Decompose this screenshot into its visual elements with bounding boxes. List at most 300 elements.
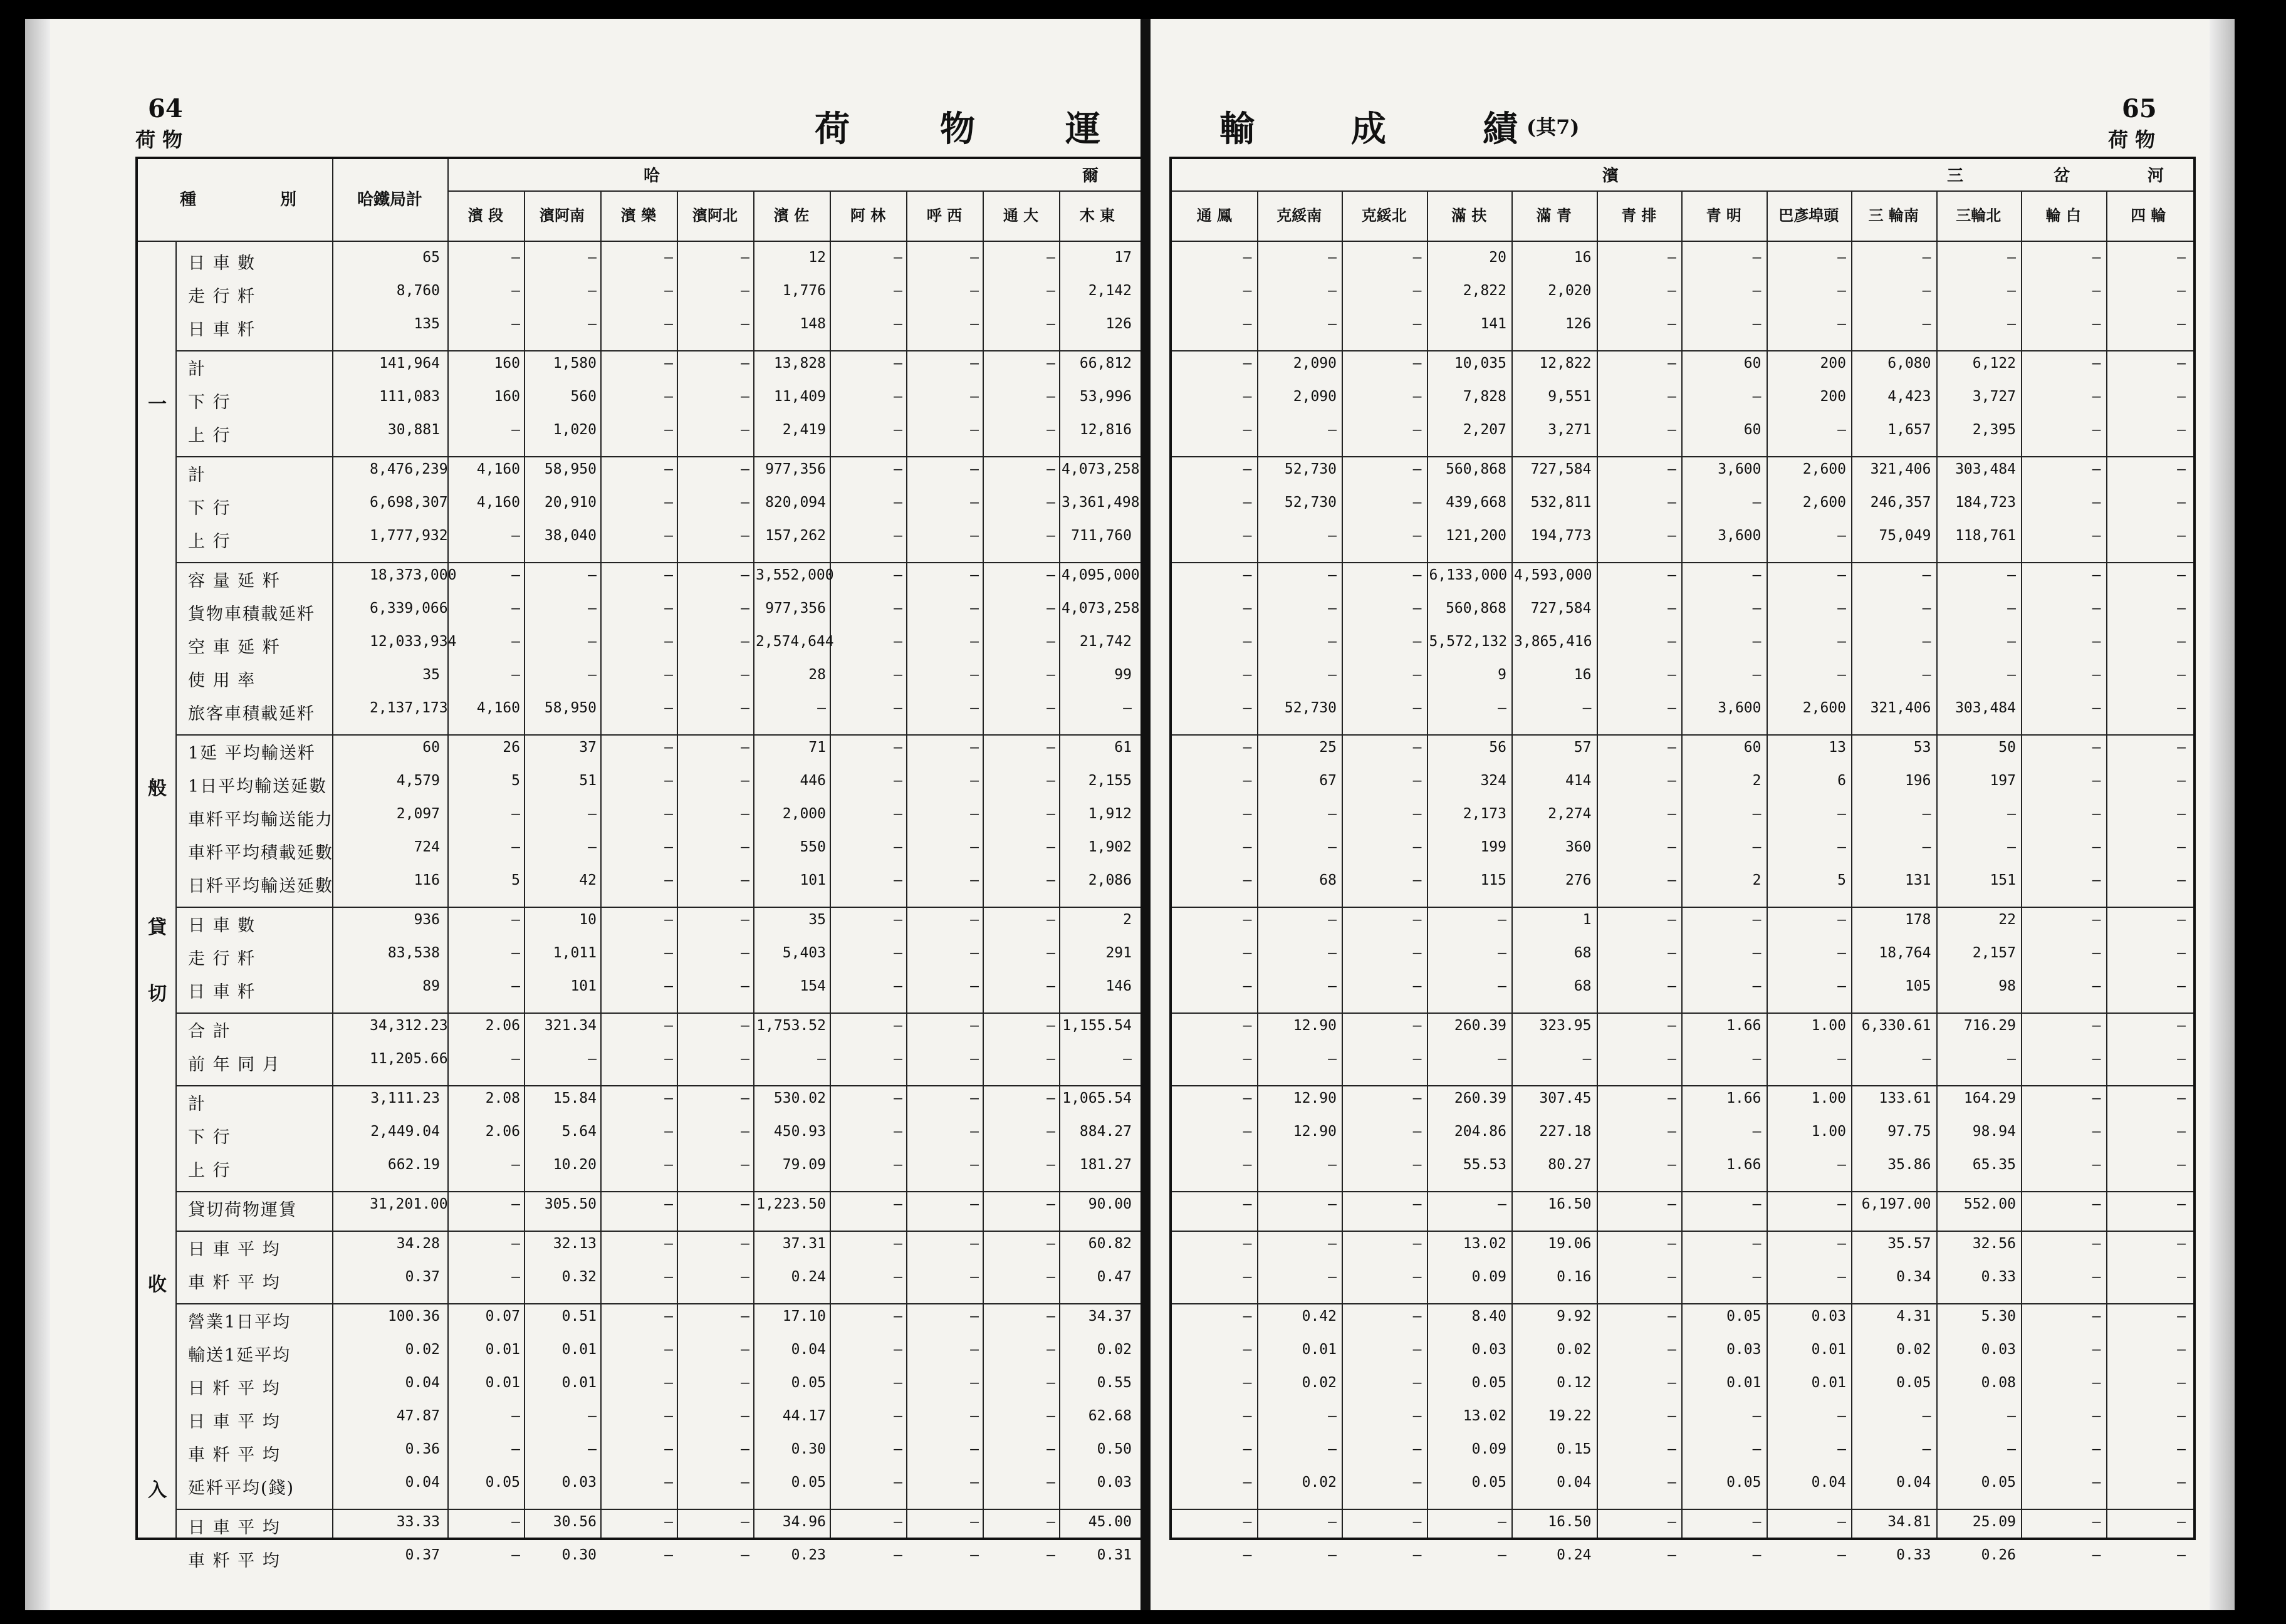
data-cell: — xyxy=(894,1514,902,1530)
data-cell: 2,600 xyxy=(1802,494,1846,511)
row-separator xyxy=(175,907,1140,908)
row-label: 空 車 延 粁 xyxy=(188,638,281,657)
data-cell: 160 xyxy=(494,355,520,372)
col-divider xyxy=(830,190,831,1538)
column-header: 青 明 xyxy=(1706,206,1741,224)
column-header: 木 東 xyxy=(1079,206,1115,224)
data-cell: 13.02 xyxy=(1463,1408,1506,1424)
data-cell: 2,155 xyxy=(1088,773,1132,789)
data-cell: — xyxy=(1412,1341,1422,1358)
data-cell: — xyxy=(2092,283,2101,299)
data-cell: — xyxy=(2092,316,2101,332)
data-cell: 3,552,000 xyxy=(756,567,834,583)
data-cell: — xyxy=(1837,1157,1846,1173)
data-cell: — xyxy=(741,1269,749,1285)
data-cell: — xyxy=(2092,600,2101,617)
data-cell: — xyxy=(1046,461,1055,477)
data-cell: 2,020 xyxy=(1548,283,1592,299)
data-cell: — xyxy=(1752,283,1761,299)
data-cell: — xyxy=(1328,978,1337,994)
data-cell: — xyxy=(664,1196,673,1212)
row-label: 貸切荷物運賃 xyxy=(188,1200,297,1220)
data-cell: 276 xyxy=(1565,872,1592,888)
data-cell: — xyxy=(2092,494,2101,511)
data-cell: — xyxy=(894,355,902,372)
data-cell: — xyxy=(2007,633,2016,650)
data-cell: — xyxy=(1412,1441,1422,1457)
data-cell: — xyxy=(1412,1547,1422,1563)
data-cell: 3,600 xyxy=(1718,528,1761,544)
data-cell: 204.86 xyxy=(1454,1123,1506,1140)
data-cell: — xyxy=(2092,1547,2101,1563)
data-cell: 0.03 xyxy=(1726,1341,1761,1358)
data-cell: 303,484 xyxy=(1955,700,2016,716)
data-cell: — xyxy=(1922,1441,1931,1457)
data-cell: — xyxy=(894,1375,902,1391)
data-cell: — xyxy=(741,667,749,683)
data-cell: 25 xyxy=(1319,739,1337,756)
total-cell: 2,449.04 xyxy=(370,1123,440,1140)
row-separator xyxy=(175,456,1140,457)
row-label: 計 xyxy=(188,1095,206,1114)
data-cell: 0.09 xyxy=(1471,1269,1506,1285)
data-cell: — xyxy=(894,739,902,756)
total-cell: 1,777,932 xyxy=(370,528,448,544)
column-header: 濱阿南 xyxy=(540,206,585,224)
data-cell: — xyxy=(1243,633,1252,650)
data-cell: 6,122 xyxy=(1972,355,2016,372)
data-cell: — xyxy=(1752,633,1761,650)
data-cell: — xyxy=(970,316,979,332)
data-cell: — xyxy=(894,283,902,299)
total-cell: 3,111.23 xyxy=(370,1090,440,1106)
data-cell: — xyxy=(2007,1051,2016,1067)
data-cell: 13,828 xyxy=(773,355,826,372)
column-header: 濱 樂 xyxy=(620,206,657,224)
data-cell: — xyxy=(741,1375,749,1391)
data-cell: — xyxy=(664,461,673,477)
data-cell: — xyxy=(2177,249,2186,266)
data-cell: 2,574,644 xyxy=(756,633,834,650)
right-page xyxy=(1151,19,2235,1610)
data-cell: — xyxy=(1243,739,1252,756)
data-cell: 51 xyxy=(579,773,597,789)
data-cell: — xyxy=(1668,912,1676,928)
data-cell: — xyxy=(1046,1236,1055,1252)
data-cell: — xyxy=(1046,839,1055,855)
data-cell: — xyxy=(1046,872,1055,888)
row-label: 上 行 xyxy=(188,532,231,551)
data-cell: — xyxy=(511,667,520,683)
data-cell: 68 xyxy=(1574,978,1592,994)
data-cell: — xyxy=(1046,1547,1055,1563)
data-cell: — xyxy=(1046,1341,1055,1358)
data-cell: — xyxy=(588,839,597,855)
title-char-5: 成 xyxy=(1351,108,1390,150)
data-cell: — xyxy=(2092,1018,2101,1034)
data-cell: 0.02 xyxy=(1302,1474,1337,1491)
column-header: 滿 青 xyxy=(1536,206,1572,224)
data-cell: — xyxy=(664,1236,673,1252)
data-cell: 0.04 xyxy=(1557,1474,1592,1491)
data-cell: — xyxy=(588,633,597,650)
data-cell: — xyxy=(2092,806,2101,822)
data-cell: 45.00 xyxy=(1088,1514,1132,1530)
data-cell: — xyxy=(588,567,597,583)
data-cell: — xyxy=(1752,839,1761,855)
data-cell: — xyxy=(1668,700,1676,716)
data-cell: — xyxy=(1412,1474,1422,1491)
data-cell: — xyxy=(2007,667,2016,683)
data-cell: — xyxy=(1837,567,1846,583)
data-cell: 0.26 xyxy=(1981,1547,2016,1563)
data-cell: — xyxy=(511,567,520,583)
data-cell: — xyxy=(894,1547,902,1563)
data-cell: — xyxy=(2177,700,2186,716)
data-cell: — xyxy=(1922,600,1931,617)
data-cell: 2,157 xyxy=(1972,945,2016,961)
data-cell: — xyxy=(1837,1196,1846,1212)
data-cell: — xyxy=(511,1514,520,1530)
data-cell: 5,572,132 xyxy=(1429,633,1508,650)
data-cell: — xyxy=(1243,912,1252,928)
data-cell: — xyxy=(970,1123,979,1140)
data-cell: — xyxy=(1328,316,1337,332)
data-cell: — xyxy=(1837,316,1846,332)
data-cell: 0.42 xyxy=(1302,1308,1337,1325)
data-cell: 146 xyxy=(1105,978,1132,994)
data-cell: 30.56 xyxy=(553,1514,597,1530)
col-divider xyxy=(753,190,754,1538)
total-cell: 33.33 xyxy=(396,1514,440,1530)
data-cell: — xyxy=(1243,600,1252,617)
row-label: 日 車 數 xyxy=(188,916,256,935)
data-cell: 0.55 xyxy=(1097,1375,1132,1391)
data-cell: — xyxy=(2177,1196,2186,1212)
data-cell: 3,600 xyxy=(1718,700,1761,716)
data-cell: 196 xyxy=(1904,773,1931,789)
data-cell: 884.27 xyxy=(1079,1123,1132,1140)
data-cell: — xyxy=(664,494,673,511)
data-cell: — xyxy=(970,494,979,511)
data-cell: 0.05 xyxy=(1471,1474,1506,1491)
title-char-6: 績 xyxy=(1483,108,1521,150)
column-header: 青 排 xyxy=(1621,206,1657,224)
data-cell: — xyxy=(1243,773,1252,789)
data-cell: — xyxy=(1922,1408,1931,1424)
row-separator xyxy=(1172,350,2193,351)
data-cell: — xyxy=(741,1196,749,1212)
data-cell: — xyxy=(1837,283,1846,299)
data-cell: 35.86 xyxy=(1887,1157,1931,1173)
data-cell: — xyxy=(741,422,749,438)
data-cell: 12.90 xyxy=(1293,1018,1337,1034)
data-cell: — xyxy=(1243,422,1252,438)
data-cell: — xyxy=(1668,1441,1676,1457)
data-cell: 2 xyxy=(1123,912,1132,928)
total-cell: 2,137,173 xyxy=(370,700,448,716)
data-cell: — xyxy=(1668,249,1676,266)
data-cell: — xyxy=(894,773,902,789)
data-cell: — xyxy=(1243,1375,1252,1391)
data-cell: — xyxy=(1498,1514,1506,1530)
data-cell: 10 xyxy=(579,912,597,928)
data-cell: — xyxy=(894,1196,902,1212)
data-cell: — xyxy=(1752,945,1761,961)
data-cell: — xyxy=(1668,600,1676,617)
data-cell: — xyxy=(588,283,597,299)
data-cell: — xyxy=(511,1051,520,1067)
data-cell: 0.30 xyxy=(561,1547,597,1563)
data-cell: — xyxy=(894,1341,902,1358)
col-divider xyxy=(600,190,602,1538)
data-cell: — xyxy=(1412,1090,1422,1106)
data-cell: 532,811 xyxy=(1530,494,1592,511)
data-cell: — xyxy=(2177,1547,2186,1563)
data-cell: 6,080 xyxy=(1887,355,1931,372)
data-cell: — xyxy=(2177,667,2186,683)
data-cell: — xyxy=(2092,249,2101,266)
data-cell: — xyxy=(741,912,749,928)
data-cell: 9,551 xyxy=(1548,388,1592,405)
data-cell: 50 xyxy=(1998,739,2016,756)
data-cell: — xyxy=(741,978,749,994)
total-cell: 111,083 xyxy=(379,388,440,405)
data-cell: — xyxy=(1412,945,1422,961)
section-general-2: 般 xyxy=(148,778,167,799)
data-cell: — xyxy=(2007,600,2016,617)
data-cell: — xyxy=(1837,1408,1846,1424)
data-cell: — xyxy=(1243,1090,1252,1106)
page-number-left: 64 xyxy=(148,94,183,123)
data-cell: — xyxy=(1243,1514,1252,1530)
data-cell: — xyxy=(1328,528,1337,544)
data-cell: 0.33 xyxy=(1981,1269,2016,1285)
data-cell: — xyxy=(2177,1308,2186,1325)
data-cell: — xyxy=(894,600,902,617)
data-cell: 4,073,258 xyxy=(1062,461,1140,477)
data-cell: 0.03 xyxy=(1981,1341,2016,1358)
data-cell: — xyxy=(970,978,979,994)
total-cell: 35 xyxy=(422,667,440,683)
data-cell: 65.35 xyxy=(1972,1157,2016,1173)
data-cell: 2,086 xyxy=(1088,872,1132,888)
total-cell: 12,033,934 xyxy=(370,633,457,650)
data-cell: — xyxy=(1837,667,1846,683)
data-cell: — xyxy=(664,422,673,438)
data-cell: 1.66 xyxy=(1726,1018,1761,1034)
data-cell: 101 xyxy=(800,872,826,888)
data-cell: — xyxy=(1243,700,1252,716)
data-cell: 16 xyxy=(1574,667,1592,683)
data-cell: — xyxy=(970,839,979,855)
data-cell: — xyxy=(1243,667,1252,683)
data-cell: 200 xyxy=(1820,355,1846,372)
data-cell: 71 xyxy=(808,739,826,756)
row-label: 日 車 平 均 xyxy=(188,1240,281,1259)
data-cell: 291 xyxy=(1105,945,1132,961)
data-cell: 5.30 xyxy=(1981,1308,2016,1325)
data-cell: 446 xyxy=(800,773,826,789)
data-cell: 0.50 xyxy=(1097,1441,1132,1457)
data-cell: — xyxy=(1046,739,1055,756)
total-cell: 116 xyxy=(414,872,440,888)
data-cell: — xyxy=(2177,978,2186,994)
data-cell: — xyxy=(588,600,597,617)
data-cell: — xyxy=(1243,806,1252,822)
data-cell: 56 xyxy=(1489,739,1506,756)
data-cell: — xyxy=(1046,283,1055,299)
data-cell: 4,095,000 xyxy=(1062,567,1140,583)
data-cell: — xyxy=(1412,1196,1422,1212)
data-cell: 1,580 xyxy=(553,355,597,372)
data-cell: 99 xyxy=(1114,667,1132,683)
data-cell: — xyxy=(970,1441,979,1457)
data-cell: — xyxy=(1668,1123,1676,1140)
row-label: 日 車 數 xyxy=(188,254,256,273)
title-char-4: 輸 xyxy=(1219,108,1258,150)
data-cell: 260.39 xyxy=(1454,1018,1506,1034)
total-cell: 31,201.00 xyxy=(370,1196,448,1212)
data-cell: — xyxy=(1837,978,1846,994)
data-cell: — xyxy=(970,567,979,583)
data-cell: 1.00 xyxy=(1811,1090,1846,1106)
data-cell: 0.01 xyxy=(561,1375,597,1391)
data-cell: 2,395 xyxy=(1972,422,2016,438)
data-cell: 68 xyxy=(1319,872,1337,888)
data-cell: — xyxy=(1837,1514,1846,1530)
column-header: 克綏南 xyxy=(1276,206,1322,224)
data-cell: — xyxy=(1046,945,1055,961)
total-cell: 34.28 xyxy=(396,1236,440,1252)
data-cell: — xyxy=(894,1269,902,1285)
total-cell: 0.36 xyxy=(405,1441,440,1457)
data-cell: 0.34 xyxy=(1896,1269,1931,1285)
page-subtitle: (其7) xyxy=(1527,115,1580,139)
data-cell: 321,406 xyxy=(1870,700,1931,716)
title-char-3: 運 xyxy=(1065,108,1104,150)
data-cell: — xyxy=(1837,1441,1846,1457)
data-cell: — xyxy=(970,633,979,650)
data-cell: 197 xyxy=(1990,773,2016,789)
data-cell: — xyxy=(894,461,902,477)
total-cell: 135 xyxy=(414,316,440,332)
data-cell: 5 xyxy=(1837,872,1846,888)
data-cell: — xyxy=(1046,1514,1055,1530)
header-bie: 別 xyxy=(279,190,296,209)
row-separator xyxy=(1172,734,2193,736)
data-cell: 157,262 xyxy=(765,528,826,544)
data-cell: — xyxy=(2092,700,2101,716)
data-cell: 13 xyxy=(1829,739,1846,756)
data-cell: — xyxy=(1243,355,1252,372)
right-table xyxy=(1169,157,2196,1563)
data-cell: — xyxy=(2092,1308,2101,1325)
data-cell: 0.02 xyxy=(1097,1341,1132,1358)
data-cell: — xyxy=(1498,1196,1506,1212)
data-cell: — xyxy=(1922,249,1931,266)
row-label: 車粁平均積載延數 xyxy=(188,843,333,863)
data-cell: — xyxy=(1752,1196,1761,1212)
data-cell: — xyxy=(664,978,673,994)
data-cell: 105 xyxy=(1904,978,1931,994)
data-cell: 5,403 xyxy=(782,945,826,961)
data-cell: — xyxy=(1412,1236,1422,1252)
data-cell: 0.12 xyxy=(1557,1375,1592,1391)
data-cell: 0.04 xyxy=(1896,1474,1931,1491)
data-cell: — xyxy=(1243,1474,1252,1491)
data-cell: 0.05 xyxy=(1981,1474,2016,1491)
data-cell: — xyxy=(817,700,826,716)
data-cell: — xyxy=(1668,945,1676,961)
data-cell: 42 xyxy=(579,872,597,888)
data-cell: — xyxy=(2092,773,2101,789)
data-cell: — xyxy=(511,945,520,961)
row-label: 日粁平均輸送延數 xyxy=(188,877,333,896)
data-cell: 0.01 xyxy=(561,1341,597,1358)
data-cell: — xyxy=(1837,1547,1846,1563)
data-cell: 1 xyxy=(1582,912,1592,928)
row-label: 下 行 xyxy=(188,1128,231,1147)
data-cell: — xyxy=(664,1408,673,1424)
data-cell: 160 xyxy=(494,388,520,405)
data-cell: — xyxy=(1752,1514,1761,1530)
total-cell: 89 xyxy=(422,978,440,994)
header-group-ha: 哈 xyxy=(643,167,660,185)
data-cell: — xyxy=(741,283,749,299)
data-cell: — xyxy=(894,494,902,511)
header-cat: 種 xyxy=(179,190,196,209)
data-cell: 0.05 xyxy=(791,1474,826,1491)
data-cell: — xyxy=(2177,839,2186,855)
data-cell: — xyxy=(894,567,902,583)
data-cell: — xyxy=(1412,1123,1422,1140)
data-cell: 0.03 xyxy=(1097,1474,1132,1491)
data-cell: — xyxy=(1668,739,1676,756)
data-cell: 9 xyxy=(1498,667,1506,683)
data-cell: — xyxy=(1046,633,1055,650)
data-cell: — xyxy=(2092,1051,2101,1067)
data-cell: 75,049 xyxy=(1879,528,1931,544)
data-cell: — xyxy=(2177,567,2186,583)
data-cell: 121,200 xyxy=(1446,528,1506,544)
data-cell: — xyxy=(664,316,673,332)
data-cell: 6 xyxy=(1837,773,1846,789)
data-cell: 154 xyxy=(800,978,826,994)
row-label: 容 量 延 粁 xyxy=(188,571,281,591)
total-cell: 65 xyxy=(422,249,440,266)
data-cell: — xyxy=(2177,1123,2186,1140)
row-separator xyxy=(175,1085,1140,1086)
column-header: 濱 佐 xyxy=(773,206,810,224)
data-cell: 2.06 xyxy=(485,1123,520,1140)
data-cell: — xyxy=(1243,388,1252,405)
data-cell: — xyxy=(2177,633,2186,650)
row-label: 使 用 率 xyxy=(188,671,256,690)
data-cell: — xyxy=(2177,1157,2186,1173)
data-cell: — xyxy=(664,1051,673,1067)
data-cell: — xyxy=(741,1341,749,1358)
data-cell: — xyxy=(1328,839,1337,855)
row-label: 旅客車積載延粁 xyxy=(188,704,315,724)
data-cell: — xyxy=(2007,1441,2016,1457)
data-cell: — xyxy=(1412,739,1422,756)
page-edge xyxy=(25,19,50,1610)
data-cell: — xyxy=(2092,839,2101,855)
data-cell: 58,950 xyxy=(544,461,597,477)
data-cell: — xyxy=(1328,1441,1337,1457)
data-cell: — xyxy=(1328,806,1337,822)
